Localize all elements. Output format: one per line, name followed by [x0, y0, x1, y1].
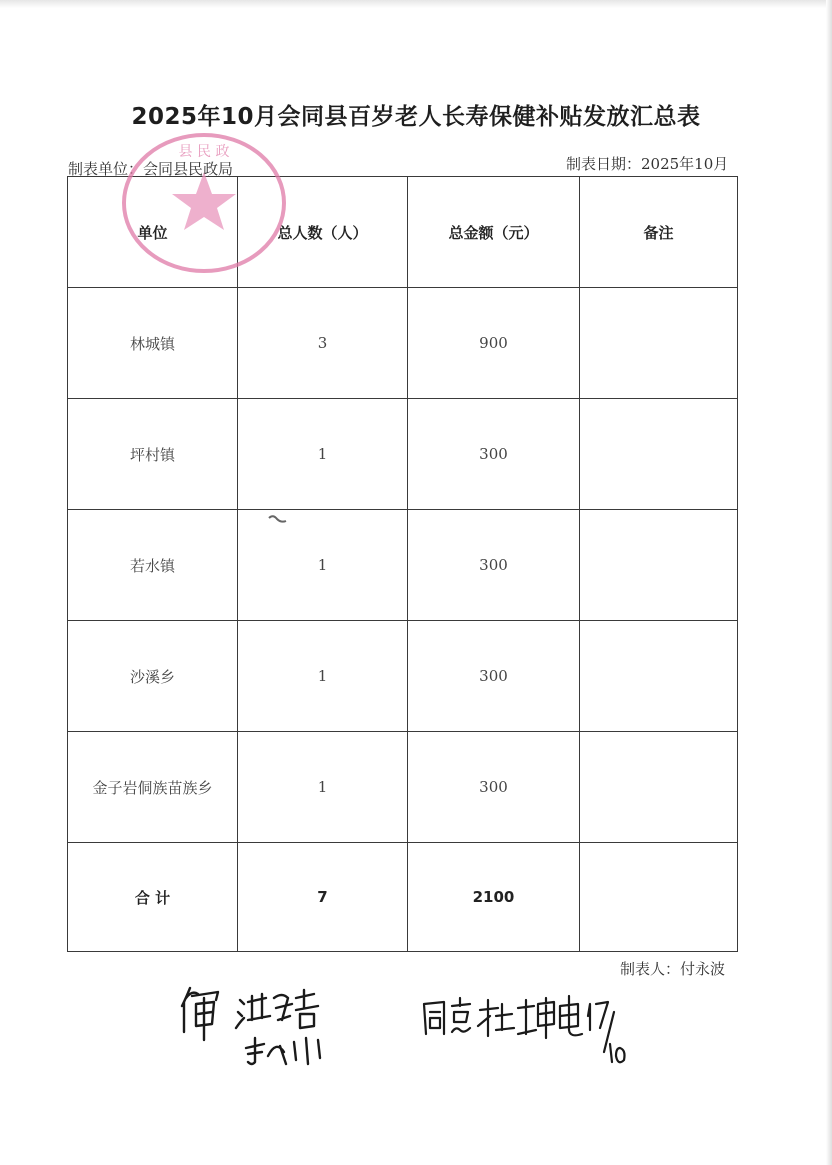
col-header-amount: 总金额（元）	[408, 177, 580, 288]
official-seal-stamp	[116, 130, 292, 280]
table-maker-label: 制表人：付永波	[620, 960, 726, 978]
issue-date-label: 制表日期：2025年10月	[566, 155, 729, 173]
cell-count: 3	[238, 288, 408, 399]
table-row	[68, 288, 738, 399]
col-header-note: 备注	[580, 177, 738, 288]
cell-unit: 坪村镇	[68, 399, 238, 510]
cell-count: 1	[238, 510, 408, 621]
cell-count: 1	[238, 732, 408, 843]
cell-count: 1	[238, 399, 408, 510]
table-row	[68, 621, 738, 732]
scan-speck	[268, 514, 288, 526]
cell-unit: 若水镇	[68, 510, 238, 621]
col-header-unit: 单位	[68, 177, 238, 288]
cell-total-note	[580, 843, 738, 952]
cell-count: 1	[238, 621, 408, 732]
issuing-unit-label: 制表单位：会同县民政局	[68, 160, 234, 178]
summary-table	[67, 176, 738, 952]
svg-text:县 民 政: 县 民 政	[178, 144, 230, 160]
cell-amount: 300	[408, 732, 580, 843]
cell-note	[580, 288, 738, 399]
document-title: 2025年10月会同县百岁老人长寿保健补贴发放汇总表	[131, 104, 701, 130]
cell-total-count: 7	[238, 843, 408, 952]
cell-amount: 300	[408, 621, 580, 732]
table-row	[68, 732, 738, 843]
col-header-count: 总人数（人）	[238, 177, 408, 288]
cell-note	[580, 510, 738, 621]
cell-unit: 林城镇	[68, 288, 238, 399]
cell-amount: 900	[408, 288, 580, 399]
cell-unit: 沙溪乡	[68, 621, 238, 732]
table-total-row	[68, 843, 738, 952]
handwritten-signature-approver	[418, 990, 628, 1070]
cell-total-amount: 2100	[408, 843, 580, 952]
cell-note	[580, 732, 738, 843]
cell-amount: 300	[408, 510, 580, 621]
cell-total-unit: 合 计	[68, 843, 238, 952]
cell-amount: 300	[408, 399, 580, 510]
table-row	[68, 510, 738, 621]
cell-note	[580, 621, 738, 732]
cell-unit: 金子岩侗族苗族乡	[68, 732, 238, 843]
handwritten-signature-reviewer	[178, 968, 340, 1068]
scan-edge-right	[826, 0, 832, 1165]
cell-note	[580, 399, 738, 510]
scan-edge-top	[0, 0, 832, 8]
table-row	[68, 399, 738, 510]
